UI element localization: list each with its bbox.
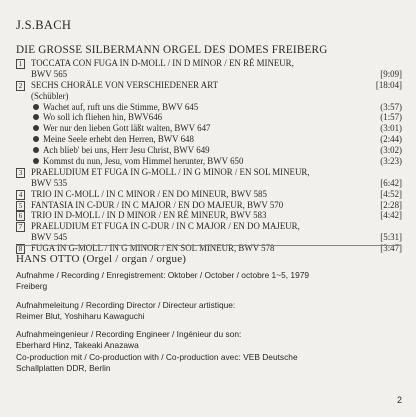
track-item	[16, 58, 402, 69]
chorale-title: Kommst du nun, Jesu, vom Himmel herunter, BWV 650	[43, 156, 244, 167]
chorale-item	[16, 145, 402, 156]
track-list	[16, 58, 402, 254]
chorale-title: Wachet auf, ruft uns die Stimme, BWV 645	[43, 101, 199, 112]
recording-credit	[16, 270, 406, 293]
chorale-title: Wo soll ich fliehen hin, BWV646	[43, 112, 163, 123]
credit-line: Aufnahme / Recording / Enregistrement: Oktober / October / octobre 1~5, 1979	[16, 270, 310, 280]
chorale-duration: (3:23)	[380, 156, 402, 167]
track-item	[16, 210, 402, 221]
track-duration: [4:52]	[380, 188, 402, 199]
bullet-icon	[33, 136, 39, 142]
track-title: TRIO IN C-MOLL / IN C MINOR / EN DO MINEUR, BWV 585	[31, 188, 267, 199]
track-title: TOCCATA CON FUGA IN D-MOLL / IN D MINOR / EN RÉ MINEUR,	[31, 58, 294, 68]
chorale-item	[16, 123, 402, 134]
page-number: 2	[396, 395, 402, 405]
track-number-box: 1	[16, 59, 25, 69]
track-number-box: 5	[16, 201, 25, 211]
composer-name: J.S.BACH	[16, 18, 72, 32]
credit-line: Freiberg	[16, 281, 48, 292]
track-number-box: 2	[16, 81, 25, 91]
chorale-item	[16, 134, 402, 145]
track-duration: [9:09]	[380, 68, 402, 79]
track-item	[16, 80, 402, 91]
track-item	[16, 221, 402, 232]
chorale-title: Wer nur den lieben Gott läßt walten, BWV 647	[43, 123, 211, 134]
chorale-title: Meine Seele erhebt den Herren, BWV 648	[43, 134, 194, 145]
chorale-item	[16, 156, 402, 167]
bullet-icon	[33, 114, 39, 120]
album-title: DIE GROSSE SILBERMANN ORGEL DES DOMES FREIBERG	[16, 44, 328, 56]
track-duration: [2:28]	[380, 199, 402, 210]
section-divider	[16, 245, 400, 246]
bullet-icon	[33, 147, 39, 153]
credit-line: Aufnahmeingenieur / Recording Engineer / Ingénieur du son:	[16, 329, 242, 340]
credit-line: Schallplatten DDR, Berlin	[16, 363, 111, 374]
credits-section	[16, 270, 406, 381]
track-title: TRIO IN D-MOLL / IN D MINOR / EN RÉ MINEUR, BWV 583	[31, 210, 267, 221]
track-duration: [5:31]	[380, 232, 402, 243]
chorale-item	[16, 102, 402, 113]
track-duration: [4:42]	[380, 210, 402, 221]
chorale-duration: (2:44)	[380, 134, 402, 145]
bullet-icon	[33, 125, 39, 131]
credit-line: Aufnahmeleitung / Recording Director / Directeur artistique:	[16, 299, 236, 310]
track-title-line-2: BWV 565	[31, 68, 68, 79]
track-number-box: 3	[16, 168, 25, 178]
track-title-line-2: BWV 545	[31, 232, 68, 243]
track-duration: [6:42]	[380, 177, 402, 188]
bullet-icon	[33, 158, 39, 164]
chorale-title: Ach blieb' bei uns, Herr Jesu Christ, BWV 649	[43, 145, 210, 156]
director-credit	[16, 300, 406, 323]
track-item	[16, 189, 402, 200]
performer-name: HANS OTTO (Orgel / organ / orgue)	[16, 253, 187, 265]
bullet-icon	[33, 104, 39, 110]
track-number-box: 6	[16, 211, 25, 221]
credit-line: Co-production mit / Co-production with / Co-production avec: VEB Deutsche	[16, 351, 298, 362]
track-duration: [18:04]	[375, 79, 402, 90]
track-title-line-2: BWV 535	[31, 177, 68, 188]
track-subtitle: (Schübler)	[31, 90, 69, 101]
chorale-item	[16, 112, 402, 123]
track-title: FUGA IN G-MOLL / IN G MINOR / EN SOL MINEUR, BWV 578	[31, 243, 275, 254]
track-title: PRAELUDIUM ET FUGA IN G-MOLL / IN G MINOR / EN SOL MINEUR,	[31, 166, 310, 177]
chorale-duration: (3:02)	[380, 145, 402, 156]
track-item-continued	[16, 232, 402, 243]
engineer-credit	[16, 329, 406, 374]
track-title: FANTASIA IN C-DUR / IN C MAJOR / EN DO MAJEUR, BWV 570	[31, 199, 284, 210]
track-number-box: 4	[16, 190, 25, 200]
track-number-box: 7	[16, 222, 25, 232]
track-duration: [3:47]	[380, 243, 402, 254]
track-item-continued	[16, 178, 402, 189]
track-title: SECHS CHORÄLE VON VERSCHIEDENER ART	[31, 79, 219, 90]
track-item-continued	[16, 69, 402, 80]
track-item	[16, 200, 402, 211]
track-number-box: 8	[16, 244, 25, 254]
track-title: PRAELUDIUM ET FUGA IN C-DUR / IN C MAJOR / EN DO MAJEUR,	[31, 221, 300, 232]
chorale-duration: (3:57)	[380, 101, 402, 112]
credit-line: Reimer Blut, Yoshiharu Kawaguchi	[16, 310, 145, 321]
track-item	[16, 167, 402, 178]
track-subtitle-row	[16, 91, 402, 102]
chorale-duration: (1:57)	[380, 112, 402, 123]
credit-line: Eberhard Hinz, Takeaki Anazawa	[16, 340, 139, 351]
chorale-duration: (3:01)	[380, 123, 402, 134]
